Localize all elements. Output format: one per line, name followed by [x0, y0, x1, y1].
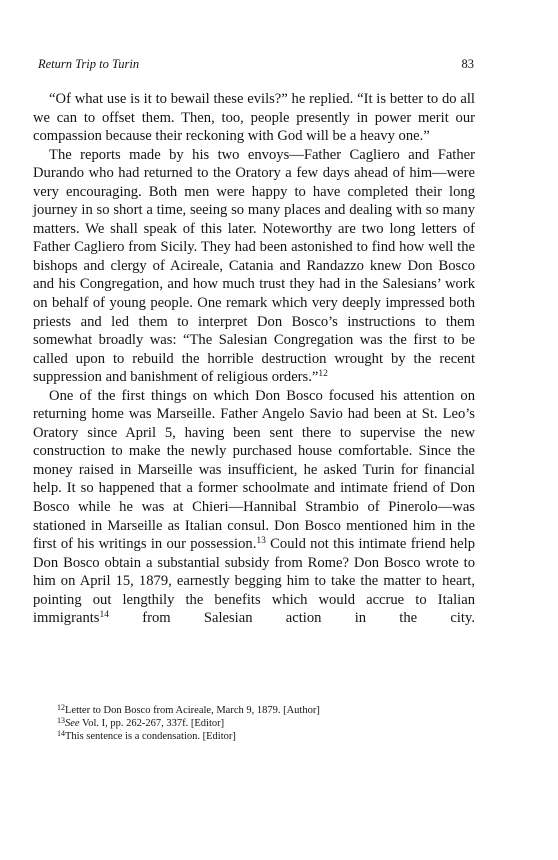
footnote-number: 14 — [57, 729, 65, 738]
footnote-number: 12 — [57, 703, 65, 712]
running-title: Return Trip to Turin — [38, 57, 140, 71]
footnote-reference-14: 14 — [99, 610, 109, 621]
footnote-12 — [57, 704, 457, 717]
paragraph-text: One of the first things on which Don Bosco focused his attention on returning home was Marseille. Father Angelo Savio had been at St. Leo’s Oratory since April 5, having been sent there to supervise the new construction to make the newly purchased house comfortable. Since the money raised in Marseille was insufficient, he asked Turin for financial help. It so happened that a former schoolmate and intimate friend of Don Bosco while he was at Chieri—Hannibal Strambio of Pinerolo—was stationed in Marseille as Italian consul. Don Bosco mentioned him in the first of his writings in our possession. — [33, 387, 475, 553]
footnote-13 — [57, 717, 457, 730]
footnote-text: This sentence is a condensation. [Editor] — [65, 731, 236, 742]
footnote-reference-12: 12 — [318, 369, 328, 380]
paragraph-text: The reports made by his two envoys—Father Cagliero and Father Durando who had returned to the Oratory a few days ahead of him—were very encouraging. Both men were happy to have completed their long journey in so short a time, seeing so many places and dealing with so many matters. We shall speak of this later. Noteworthy are two long letters of Father Cagliero from Sicily. They had been astonished to find how well the bishops and clergy of Acireale, Catania and Randazzo knew Don Bosco and his Congregation, and how much trust they had in the Salesians’ work on behalf of young people. One remark which very deeply impressed both priests and led them to interpret Don Bosco’s instructions to them somewhat broadly was: “The Salesian Congregation was the first to be called upon to rebuild the horrible destruction wrought by the recent suppression and banishment of religious orders.” — [33, 146, 475, 386]
body-text — [33, 90, 475, 628]
paragraph-2 — [33, 146, 475, 387]
footnotes — [57, 704, 457, 743]
paragraph-1 — [33, 90, 475, 146]
footnote-italic: See — [65, 718, 80, 729]
paragraph-3 — [33, 387, 475, 628]
footnote-text: Letter to Don Bosco from Acireale, March 9, 1879. [Author] — [65, 705, 320, 716]
footnote-14 — [57, 730, 457, 743]
footnote-reference-13: 13 — [256, 536, 266, 547]
page-header — [38, 57, 474, 77]
paragraph-text: from Salesian action in the city. — [108, 610, 475, 627]
page-number: 83 — [461, 57, 474, 71]
paragraph-text: Could not this intimate friend help Don Bosco obtain a substantial subsidy from Rome? Don Bosco wrote to him on April 15, 1879, earnestly begging him to take the matter to heart, pointing out lengthily the benefits which would accrue to Italian immigrants — [33, 536, 475, 627]
footnote-text: Vol. I, pp. 262-267, 337f. [Editor] — [79, 718, 225, 729]
paragraph-text: “Of what use is it to bewail these evils?” he replied. “It is better to do all we can to offset them. Then, too, people presently in power merit our compassion because their reckoning with God will be a heavy one.” — [33, 91, 475, 145]
footnote-number: 13 — [57, 716, 65, 725]
